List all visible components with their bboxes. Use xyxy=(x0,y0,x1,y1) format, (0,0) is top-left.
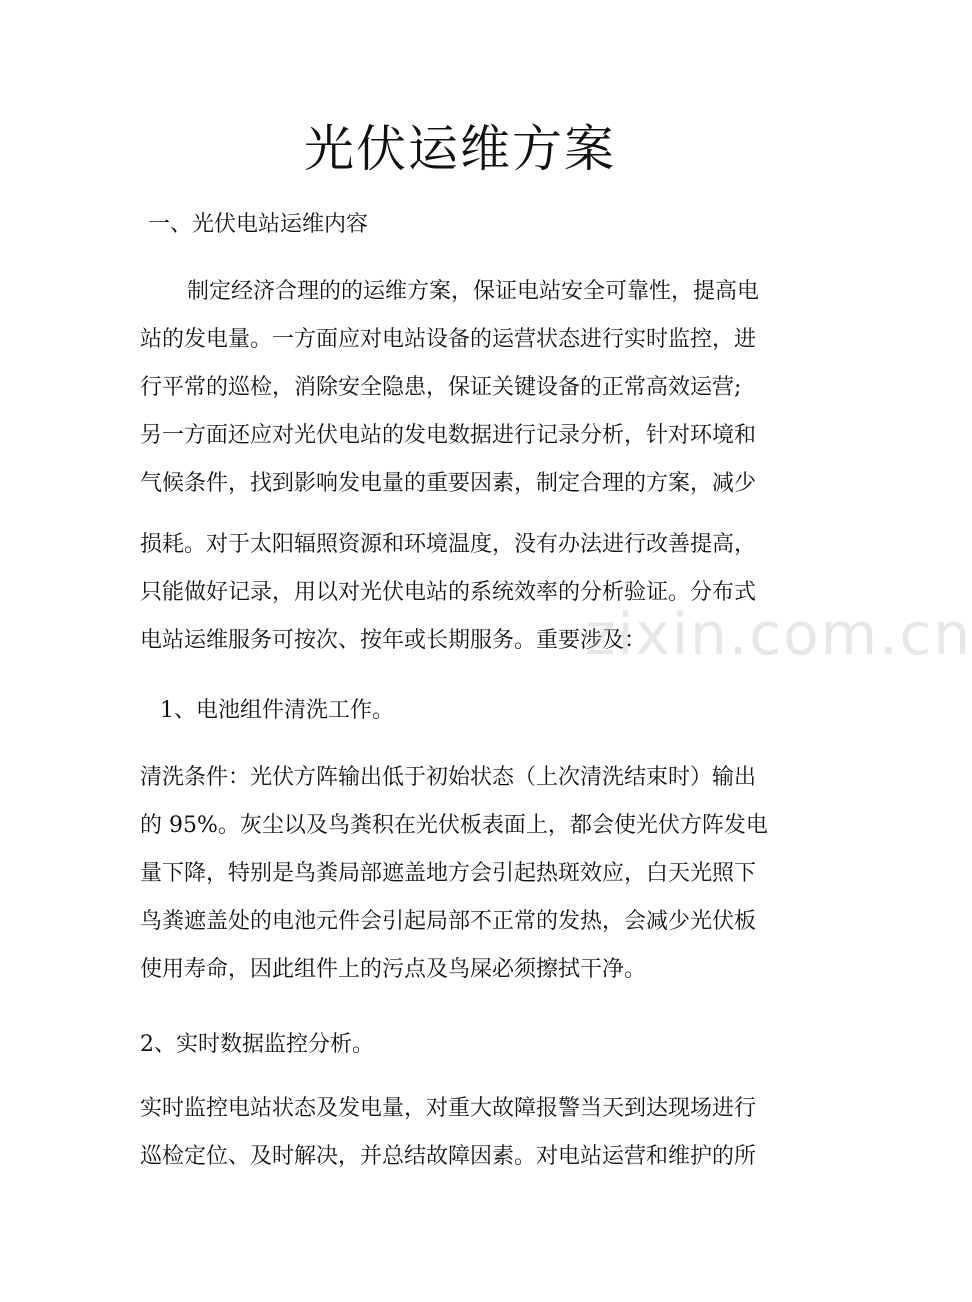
paragraph-line: 鸟粪遮盖处的电池元件会引起局部不正常的发热，会减少光伏板 xyxy=(140,909,757,934)
paragraph-line: 量下降，特别是鸟粪局部遮盖地方会引起热斑效应，白天光照下 xyxy=(140,861,757,886)
item-heading: 1、电池组件清洗工作。 xyxy=(160,698,394,723)
paragraph-line: 站的发电量。一方面应对电站设备的运营状态进行实时监控，进 xyxy=(140,327,757,352)
paragraph-line: 实时监控电站状态及发电量，对重大故障报警当天到达现场进行 xyxy=(140,1096,757,1121)
paragraph-line: 行平常的巡检，消除安全隐患，保证关键设备的正常高效运营; xyxy=(140,375,742,400)
paragraph-line: 制定经济合理的的运维方案，保证电站安全可靠性，提高电 xyxy=(187,279,760,304)
paragraph-line: 清洗条件：光伏方阵输出低于初始状态（上次清洗结束时）输出 xyxy=(140,765,757,790)
document-title: 光伏运维方案 xyxy=(304,120,616,178)
paragraph-line: 损耗。对于太阳辐照资源和环境温度，没有办法进行改善提高， xyxy=(140,532,757,557)
paragraph-line: 气候条件，找到影响发电量的重要因素，制定合理的方案，减少 xyxy=(140,471,757,496)
section-heading: 一、光伏电站运维内容 xyxy=(148,212,369,237)
item-heading: 2、实时数据监控分析。 xyxy=(140,1032,374,1057)
paragraph-line: 只能做好记录，用以对光伏电站的系统效率的分析验证。分布式 xyxy=(140,580,757,605)
paragraph-line: 使用寿命，因此组件上的污点及鸟屎必须擦拭干净。 xyxy=(140,957,647,982)
watermark: zixin.com.cn xyxy=(585,600,972,668)
paragraph-line: 的 95%。灰尘以及鸟粪积在光伏板表面上，都会使光伏方阵发电 xyxy=(140,813,768,838)
paragraph-line: 电站运维服务可按次、按年或长期服务。重要涉及： xyxy=(140,628,647,653)
paragraph-line: 巡检定位、及时解决，并总结故障因素。对电站运营和维护的所 xyxy=(140,1144,757,1169)
paragraph-line: 另一方面还应对光伏电站的发电数据进行记录分析，针对环境和 xyxy=(140,423,757,448)
